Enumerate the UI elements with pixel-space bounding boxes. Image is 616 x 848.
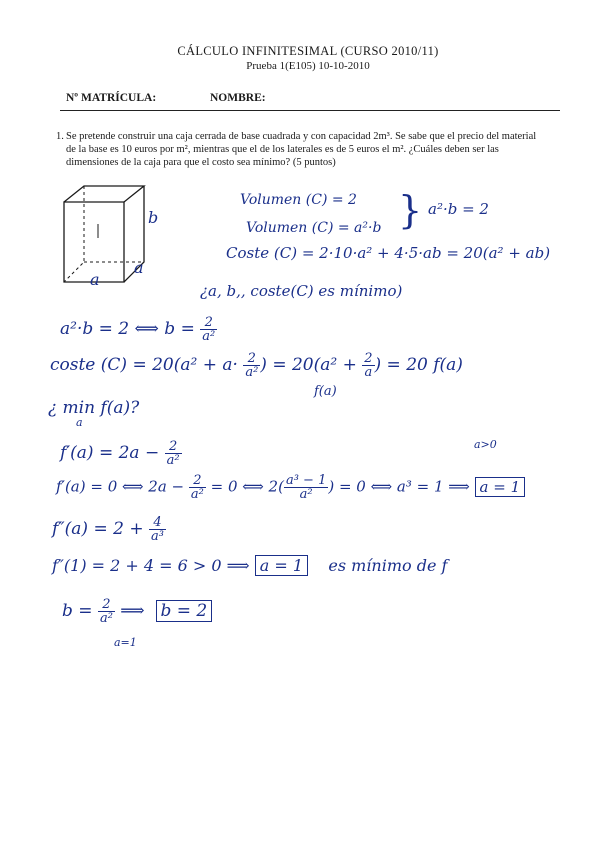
header-divider (60, 110, 560, 111)
nombre-label: NOMBRE: (210, 92, 266, 104)
label-a-side: a (134, 258, 144, 277)
result-b-line: b = $\frac{2}{\text{a²}}$ ⟹ b = 2 (62, 598, 212, 625)
cost-function: Coste (C) = 2·10·a² + 4·5·ab = 20(a² + ab) (226, 244, 551, 262)
brace-symbol: } (398, 188, 423, 232)
second-derivative-line: f″(a) = 2 + $\frac{4}{\text{a³}}$ (52, 515, 164, 544)
question-1 (56, 130, 546, 169)
min-question: ¿ min f(a)? (48, 398, 140, 418)
constraint-line: a²·b = 2 ⟺ b = $\frac{2}{\text{a²}}$ (60, 315, 216, 344)
condition-a-positive: a>0 (474, 438, 497, 451)
fraction: $\frac{2}{\text{a²}}$ (99, 597, 113, 626)
volume-line-1: Volumen (C) = 2 (240, 192, 357, 208)
matricula-label: Nº MATRÍCULA: (66, 92, 157, 104)
volume-line-2: Volumen (C) = a²·b (246, 220, 382, 236)
result-b-box: b = 2 (156, 600, 213, 622)
fraction: $\frac{2}{a}$ (364, 351, 373, 380)
exam-title: CÁLCULO INFINITESIMAL (CURSO 2010/11) (177, 44, 439, 58)
question-number: 1. (56, 131, 64, 142)
volume-equation: a²·b = 2 (428, 200, 489, 218)
cost-substitution-line: coste (C) = 20(a² + a· $\frac{2}{\text{a²}}$ ) = 20(a² + $\frac{2}{a}$ ) = 20 f(a) (50, 351, 463, 380)
critical-point-box: a = 1 (475, 477, 526, 497)
fa-underbrace-label: f(a) (314, 384, 337, 399)
critical-point-line: f′(a) = 0 ⟺ 2a − $\frac{2}{\text{a²}}$ = 0 ⟺ 2( $\frac{\text{a³ − 1}}{\text{a²}}$ ) = 0 ⟺ a³ = 1 ⟹ a = 1 (56, 474, 525, 501)
fraction: $\frac{2}{\text{a²}}$ (245, 351, 259, 380)
second-derivative-test-line: f″(1) = 2 + 4 = 6 > 0 ⟹ a = 1 es mínimo de f (52, 556, 448, 575)
fraction: $\frac{4}{\text{a³}}$ (150, 515, 164, 544)
minimize-question: ¿a, b,, coste(C) es mínimo) (200, 282, 403, 300)
label-b: b (148, 208, 159, 227)
fraction: $\frac{\text{a³ − 1}}{\text{a²}}$ (285, 473, 327, 502)
minimum-a-box: a = 1 (255, 555, 308, 576)
min-subscript: a (76, 416, 83, 429)
fraction: $\frac{2}{\text{a²}}$ (202, 315, 216, 344)
question-text: Se pretende construir una caja cerrada de base cuadrada y con capacidad 2m³. Se sabe que el precio del material de la base es 10 euros por m², mientras que el de los laterales es de 5 euros el m². ¿Cuáles deben ser las dimensiones de la caja para que el costo sea mínimo? (5 puntos) (66, 131, 537, 168)
fraction: $\frac{2}{\text{a²}}$ (166, 439, 180, 468)
fraction: $\frac{2}{\text{a²}}$ (190, 473, 204, 502)
label-a-bottom: a (90, 270, 100, 289)
box-diagram (58, 180, 168, 290)
exam-subtitle: Prueba 1(E105) 10-10-2010 (246, 60, 370, 72)
first-derivative-line: f′(a) = 2a − $\frac{2}{\text{a²}}$ (60, 439, 180, 468)
result-b-subscript: a=1 (114, 636, 137, 649)
